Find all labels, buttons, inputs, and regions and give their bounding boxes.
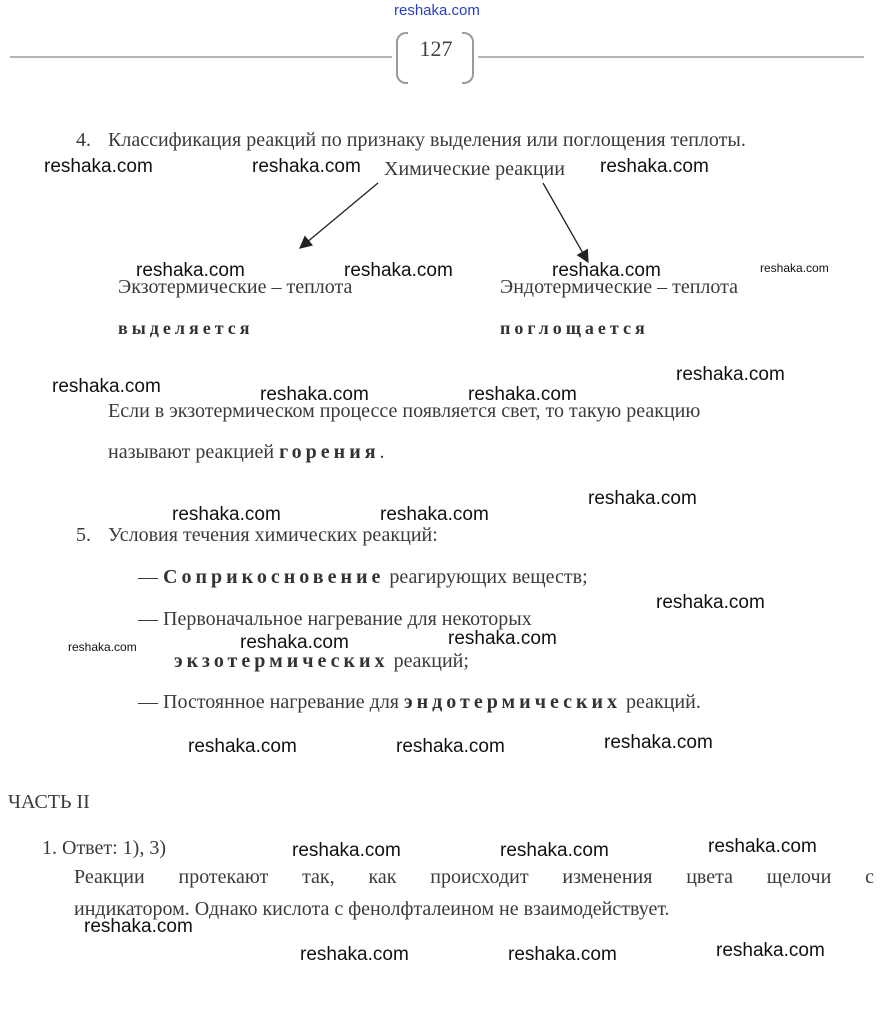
list-dash: — <box>138 608 158 630</box>
endo-label: Эндотермические – теплота <box>500 276 738 298</box>
watermark: reshaka.com <box>84 916 193 937</box>
constant-heating-rest: реакций. <box>626 691 701 713</box>
endothermic-word: эндотермических <box>404 691 622 713</box>
watermark: reshaka.com <box>240 632 349 653</box>
list-item-contact <box>138 565 588 589</box>
watermark: reshaka.com <box>468 384 577 405</box>
arrow-left <box>300 183 378 248</box>
endo-word: поглощается <box>500 318 649 338</box>
watermark: reshaka.com <box>500 840 609 861</box>
para-text: называют реакцией <box>108 441 275 463</box>
page-number: 127 <box>419 36 453 61</box>
part2-line2: индикатором. Однако кислота с фенолфталеином не взаимодействует. <box>74 898 670 920</box>
section5-number: 5. <box>76 524 91 546</box>
watermark: reshaka.com <box>380 504 489 525</box>
watermark: reshaka.com <box>44 156 153 177</box>
exothermic-word: экзотермических <box>174 650 389 672</box>
scheme-root: Химические реакции <box>384 158 565 180</box>
watermark: reshaka.com <box>604 732 713 753</box>
section4-number: 4. <box>76 129 91 151</box>
watermark: reshaka.com <box>292 840 401 861</box>
watermark: reshaka.com <box>760 261 829 275</box>
arrow-right <box>543 183 588 262</box>
watermark: reshaka.com <box>716 940 825 961</box>
combustion-word: горения <box>279 441 380 463</box>
watermark: reshaka.com <box>344 260 453 281</box>
constant-heating-text: Постоянное нагревание для <box>163 691 399 713</box>
watermark: reshaka.com <box>188 736 297 757</box>
watermark: reshaka.com <box>656 592 765 613</box>
part2-title: ЧАСТЬ II <box>8 791 90 813</box>
list-item-constant-heating <box>138 690 701 714</box>
part2-answer: 1. Ответ: 1), 3) <box>42 837 167 859</box>
watermark: reshaka.com <box>448 628 557 649</box>
watermark: reshaka.com <box>676 364 785 385</box>
part2-line1: Реакции протекают так, как происходит изменения цвета щелочи с <box>74 866 874 888</box>
list-dash: — <box>138 566 158 588</box>
exo-word: выделяется <box>118 318 254 338</box>
section5-heading: Условия течения химических реакций: <box>108 524 438 546</box>
watermark: reshaka.com <box>708 836 817 857</box>
initial-heating-rest: реакций; <box>393 650 469 672</box>
section4-paragraph-line2 <box>108 440 385 464</box>
section4-paragraph-line1: Если в экзотермическом процессе появляется свет, то такую реакцию <box>108 400 701 422</box>
watermark: reshaka.com <box>396 736 505 757</box>
watermark: reshaka.com <box>136 260 245 281</box>
watermark: reshaka.com <box>588 488 697 509</box>
initial-heating-text: Первоначальное нагревание для некоторых <box>163 608 532 630</box>
watermark: reshaka.com <box>300 944 409 965</box>
watermark: reshaka.com <box>68 640 137 654</box>
para-period: . <box>379 441 385 463</box>
contact-word: Соприкосновение <box>163 566 385 588</box>
watermark: reshaka.com <box>552 260 661 281</box>
watermark: reshaka.com <box>600 156 709 177</box>
watermark: reshaka.com <box>260 384 369 405</box>
watermark: reshaka.com <box>172 504 281 525</box>
contact-rest: реагирующих веществ; <box>389 566 588 588</box>
exo-label: Экзотермические – теплота <box>118 276 353 298</box>
watermark: reshaka.com <box>508 944 617 965</box>
watermark: reshaka.com <box>252 156 361 177</box>
list-dash: — <box>138 691 158 713</box>
site-watermark-top: reshaka.com <box>394 2 480 19</box>
watermark: reshaka.com <box>52 376 161 397</box>
section4-heading: Классификация реакций по признаку выделения или поглощения теплоты. <box>108 129 746 151</box>
